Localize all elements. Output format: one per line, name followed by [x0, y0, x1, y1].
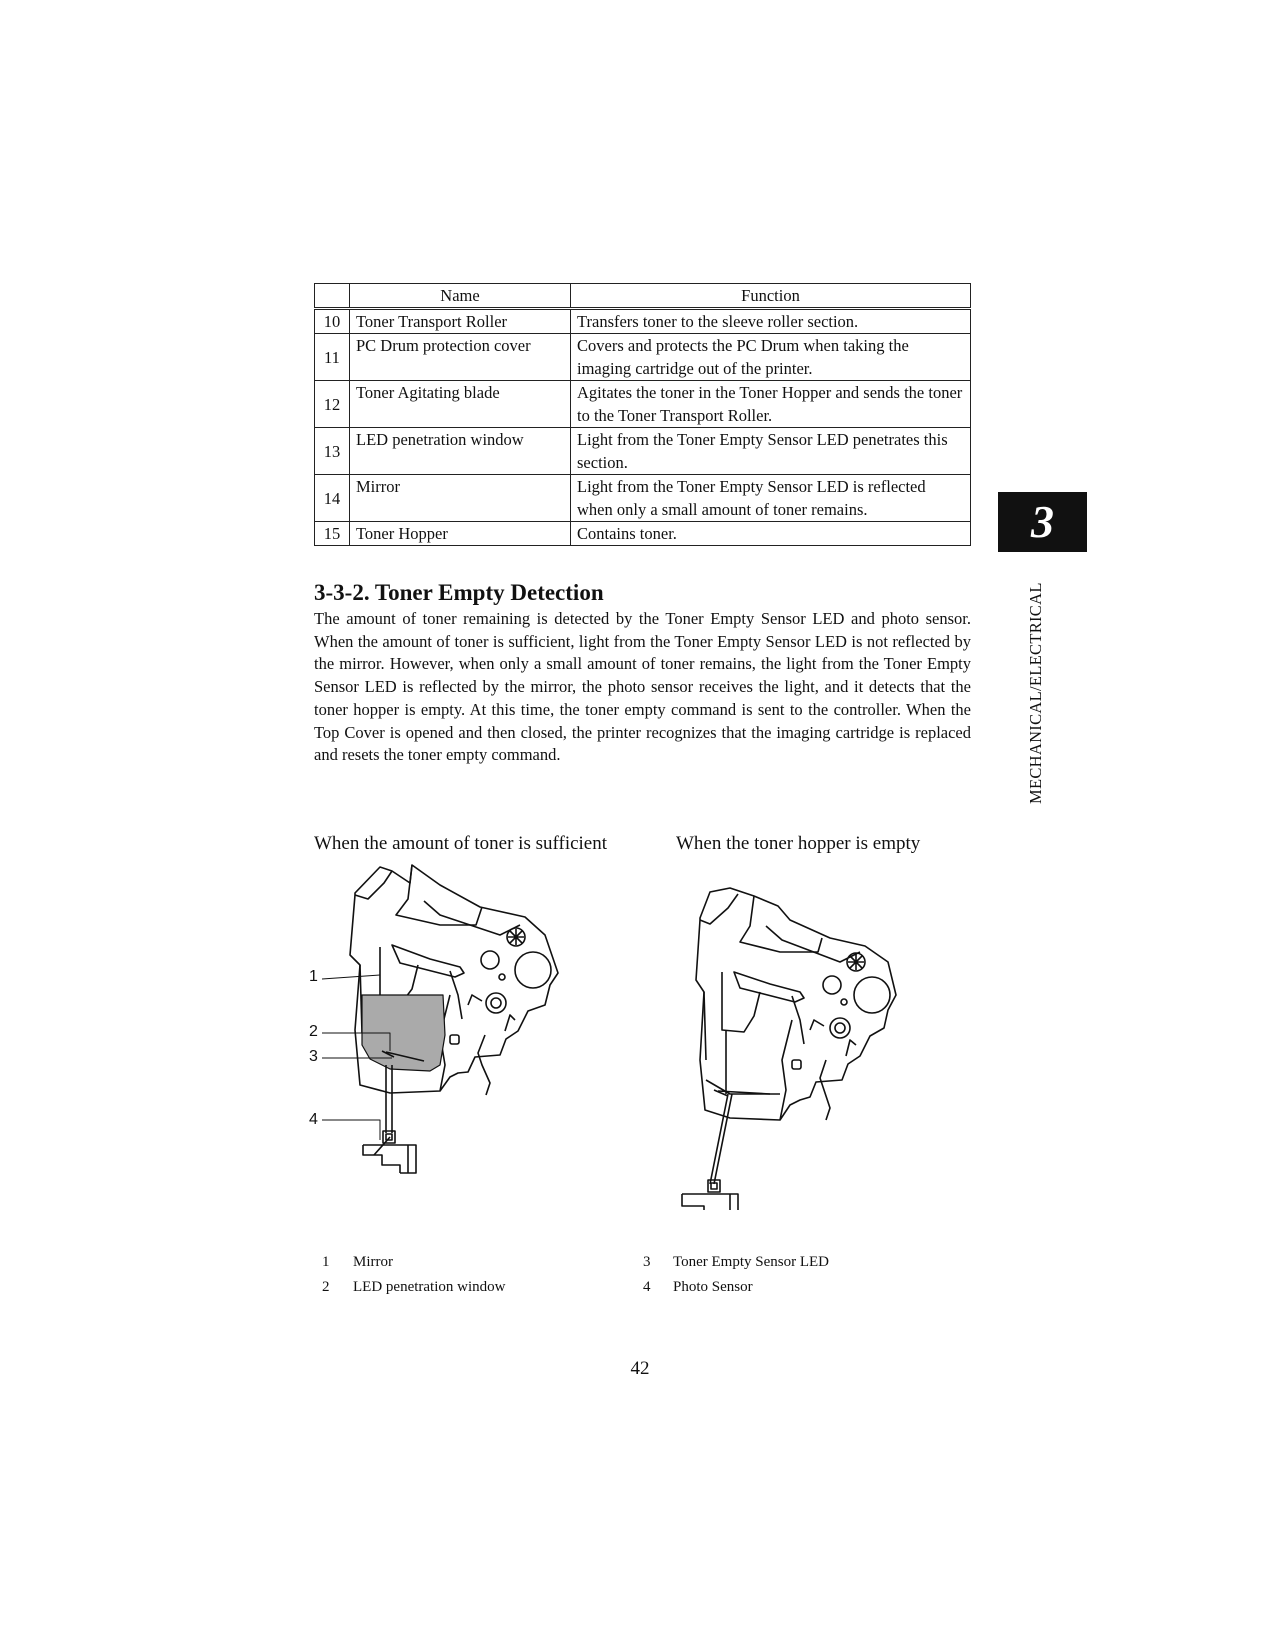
legend-label: Toner Empty Sensor LED	[673, 1254, 830, 1270]
row-number: 11	[315, 334, 350, 381]
chapter-side-label: MECHANICAL/ELECTRICAL	[1026, 582, 1045, 804]
section-heading: 3-3-2. Toner Empty Detection	[314, 580, 604, 605]
figure-caption-empty: When the toner hopper is empty	[676, 833, 921, 854]
callout-2: 2	[309, 1023, 318, 1040]
row-name: LED penetration window	[350, 428, 571, 475]
column-header-name: Name	[350, 284, 571, 309]
table-row	[315, 309, 971, 334]
table-row	[315, 522, 971, 546]
row-function: Light from the Toner Empty Sensor LED penetrates this section.	[571, 428, 971, 475]
legend-number: 1	[322, 1254, 330, 1270]
legend-label: Photo Sensor	[673, 1279, 753, 1295]
legend-number: 2	[322, 1279, 330, 1295]
section-body: The amount of toner remaining is detected by the Toner Empty Sensor LED and photo sensor. When the amount of toner is sufficient, light from the Toner Empty Sensor LED is not reflected by the mirror. However, when only a small amount of toner remains, the light from the Toner Empty Sensor LED is reflected by the mirror, the photo sensor receives the light, and it detects that the toner hopper is empty. At this time, the toner empty command is sent to the controller. When the Top Cover is opened and then closed, the printer recognizes that the imaging cartridge is replaced and resets the toner empty command.	[314, 609, 971, 765]
page-number: 42	[630, 1358, 650, 1379]
row-function: Covers and protects the PC Drum when taking the imaging cartridge out of the printer.	[571, 334, 971, 381]
row-number: 13	[315, 428, 350, 475]
column-header-function: Function	[571, 284, 971, 309]
callout-1: 1	[309, 968, 318, 985]
table-header-row	[315, 284, 971, 309]
row-name: Mirror	[350, 475, 571, 522]
row-name: Toner Transport Roller	[350, 309, 571, 334]
row-name: PC Drum protection cover	[350, 334, 571, 381]
cartridge-diagram-empty	[670, 880, 940, 1210]
callout-3: 3	[309, 1048, 318, 1065]
legend-label: Mirror	[353, 1254, 393, 1270]
chapter-tab: 3	[998, 492, 1087, 552]
row-name: Toner Agitating blade	[350, 381, 571, 428]
table-row	[315, 381, 971, 428]
legend-number: 4	[643, 1279, 651, 1295]
parts-table	[314, 283, 971, 546]
row-function: Transfers toner to the sleeve roller section.	[571, 309, 971, 334]
row-number: 15	[315, 522, 350, 546]
row-number: 12	[315, 381, 350, 428]
row-function: Light from the Toner Empty Sensor LED is reflected when only a small amount of toner remains.	[571, 475, 971, 522]
row-number: 10	[315, 309, 350, 334]
figure-caption-sufficient: When the amount of toner is sufficient	[314, 833, 608, 854]
callout-4: 4	[309, 1111, 318, 1128]
led-sensor-assembly	[682, 1030, 770, 1210]
row-function: Agitates the toner in the Toner Hopper and sends the toner to the Toner Transport Roller.	[571, 381, 971, 428]
column-header-number	[315, 284, 350, 309]
legend-label: LED penetration window	[353, 1279, 506, 1295]
cartridge-diagram-sufficient	[300, 855, 570, 1185]
row-function: Contains toner.	[571, 522, 971, 546]
row-number: 14	[315, 475, 350, 522]
table-row	[315, 475, 971, 522]
row-name: Toner Hopper	[350, 522, 571, 546]
legend-number: 3	[643, 1254, 651, 1270]
table-row	[315, 428, 971, 475]
table-row	[315, 334, 971, 381]
